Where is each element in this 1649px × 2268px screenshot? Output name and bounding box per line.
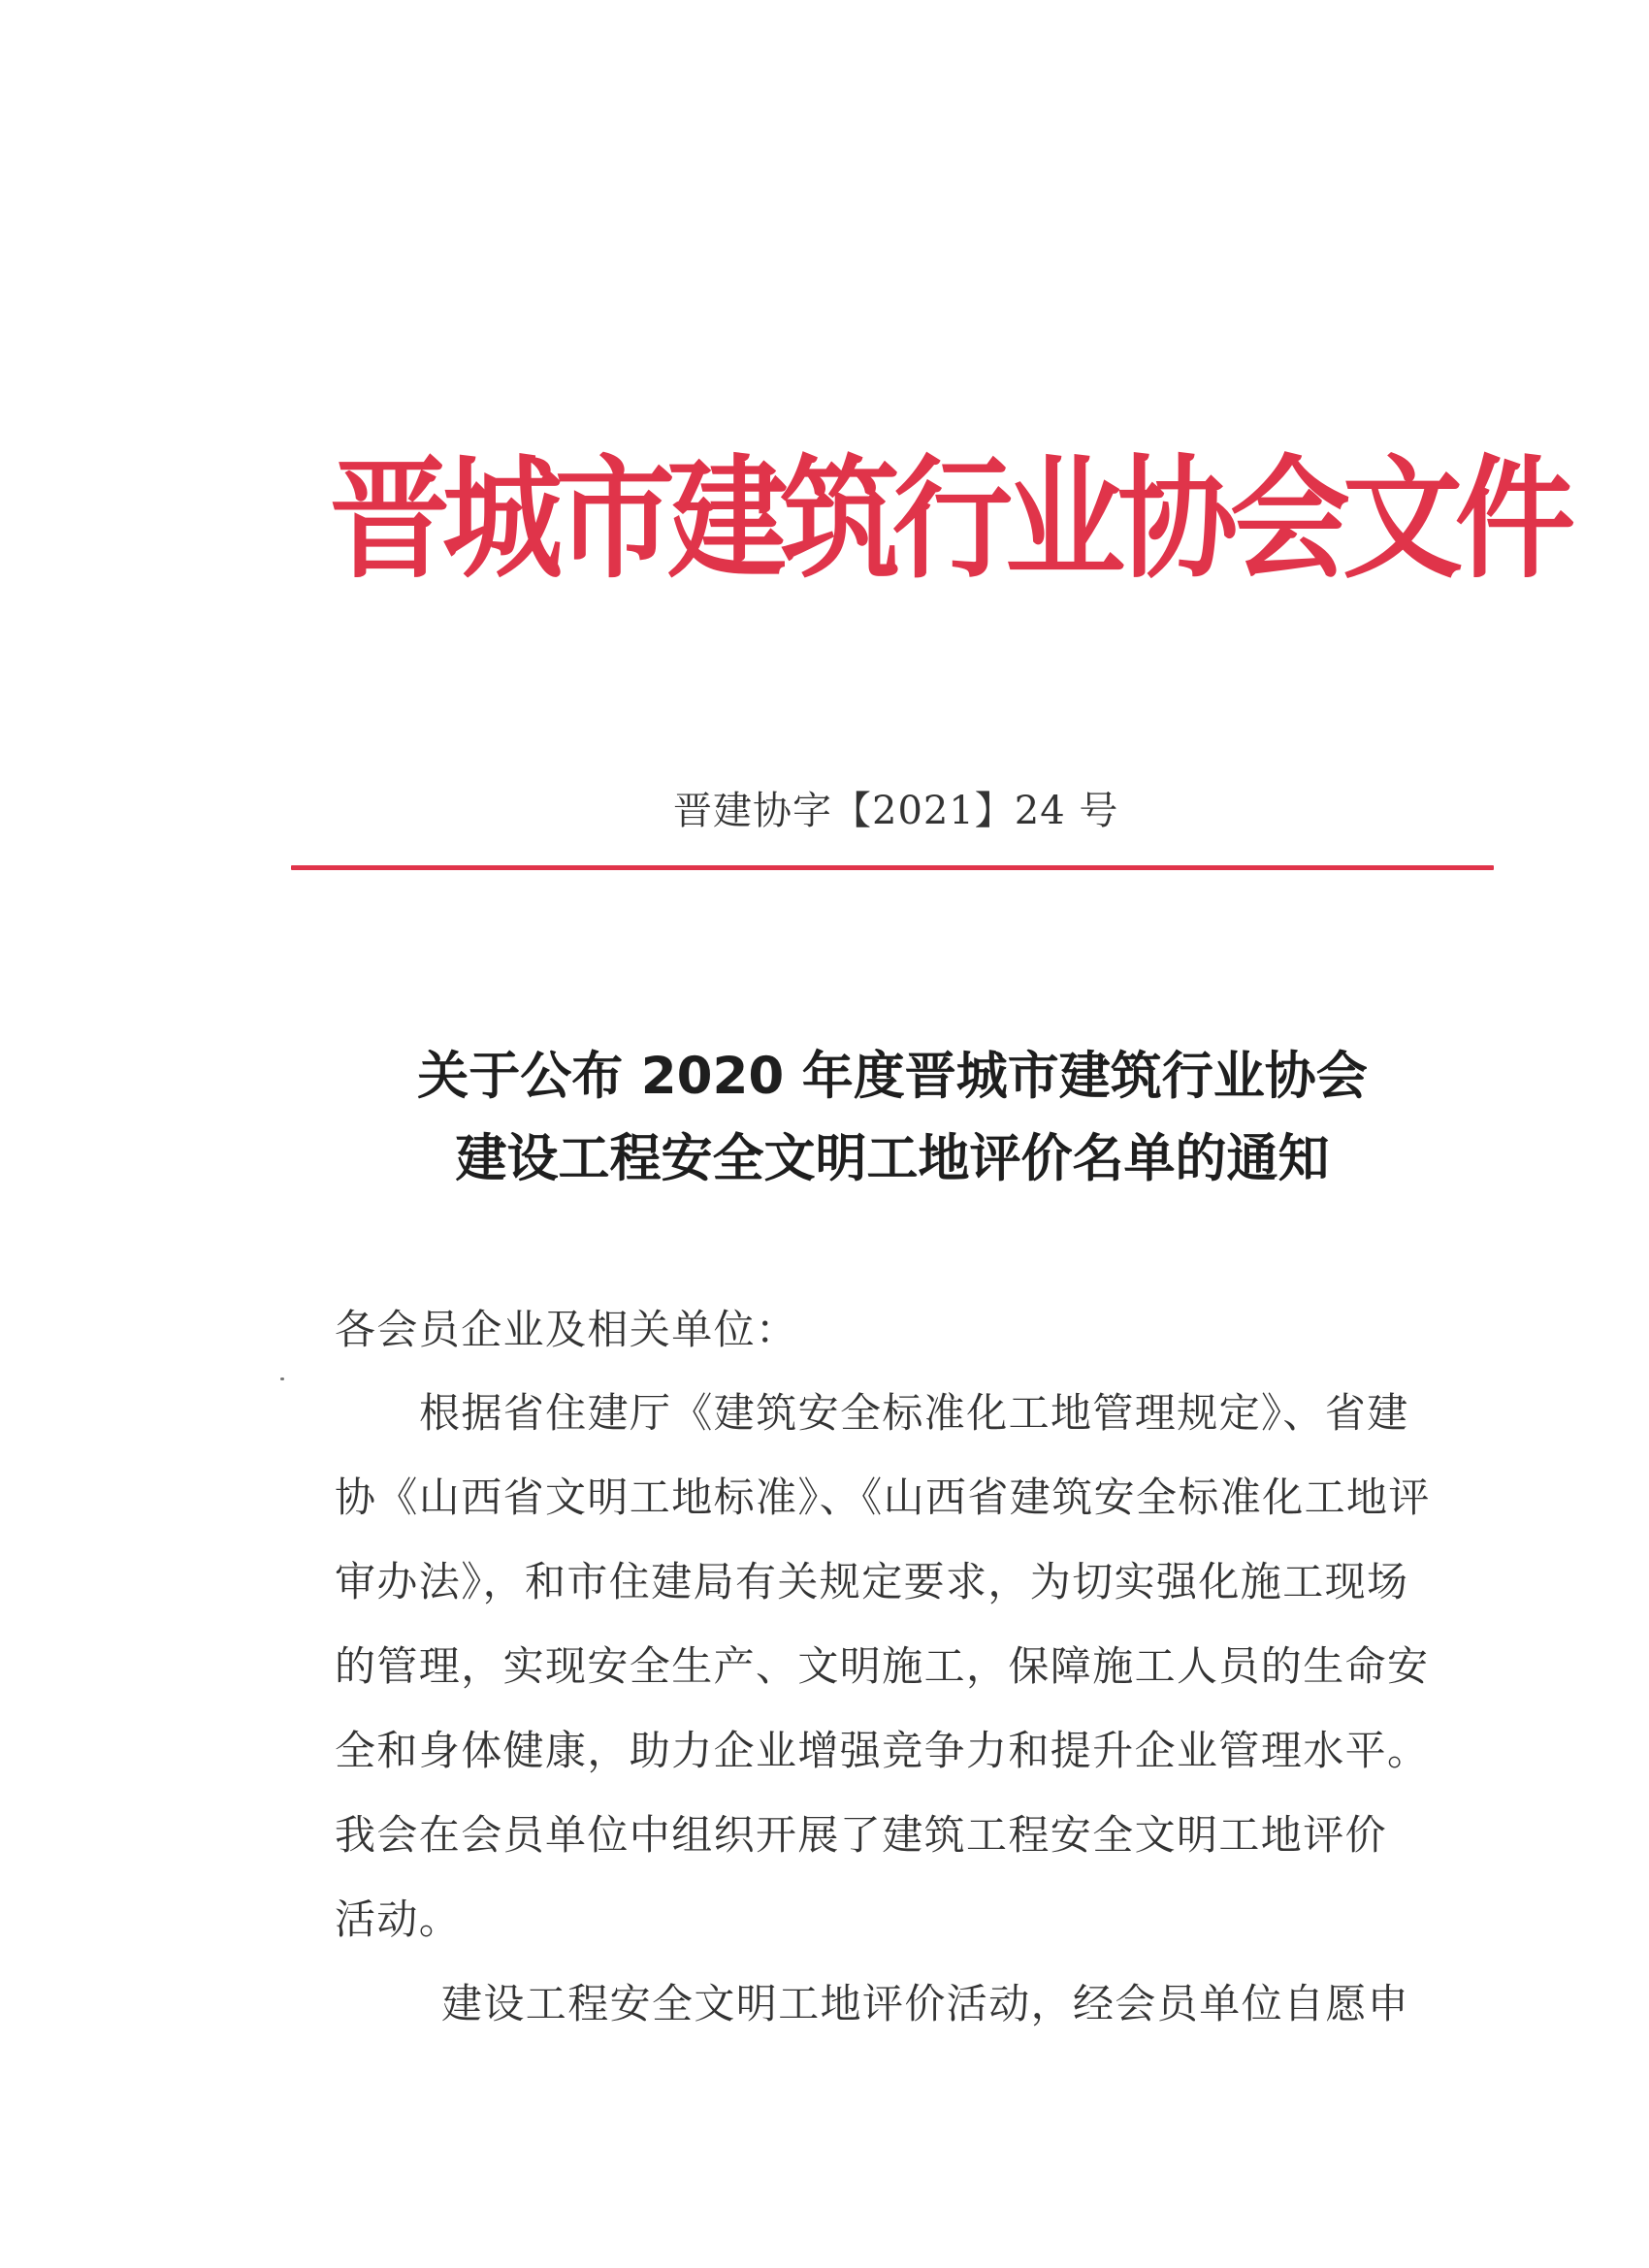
body-line: 协《山西省文明工地标准》、《山西省建筑安全标准化工地评 xyxy=(335,1474,1431,1521)
body-line: 全和身体健康，助力企业增强竞争力和提升企业管理水平。 xyxy=(335,1727,1430,1774)
body-line: 的管理，实现安全生产、文明施工，保障施工人员的生命安 xyxy=(335,1642,1430,1690)
scan-speck xyxy=(280,1377,284,1380)
notice-title-line-2: 建设工程安全文明工地评价名单的通知 xyxy=(455,1129,1330,1188)
body-line: 建设工程安全文明工地评价活动，经会员单位自愿申 xyxy=(441,1980,1410,2027)
body-line: 活动。 xyxy=(335,1895,462,1943)
masthead-title: 晋城市建筑行业协会文件 xyxy=(330,441,1568,598)
salutation: 各会员企业及相关单位： xyxy=(335,1306,798,1353)
document-number: 晋建协字【2021】24 号 xyxy=(673,789,1119,833)
notice-title-line-1: 关于公布 2020 年度晋城市建筑行业协会 xyxy=(417,1047,1368,1106)
body-line: 我会在会员单位中组织开展了建筑工程安全文明工地评价 xyxy=(335,1811,1388,1859)
body-line: 根据省住建厅《建筑安全标准化工地管理规定》、省建 xyxy=(419,1389,1409,1437)
red-divider-line xyxy=(291,865,1494,870)
body-line: 审办法》，和市住建局有关规定要求，为切实强化施工现场 xyxy=(335,1558,1409,1605)
